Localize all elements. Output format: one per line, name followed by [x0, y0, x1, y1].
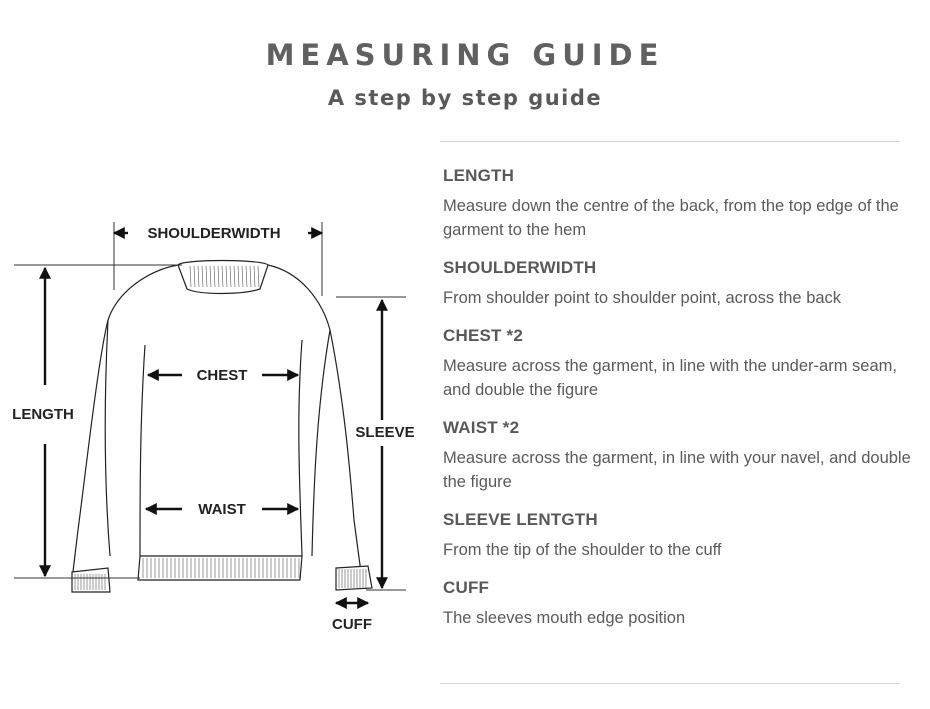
- section-heading: CHEST *2: [443, 326, 524, 345]
- guide-section-sleeve: [443, 510, 913, 562]
- page-subtitle: A step by step guide: [327, 86, 603, 110]
- guide-section-shoulder-width: [443, 258, 913, 310]
- guide-section-waist: [443, 418, 913, 494]
- label-shoulder-width: SHOULDERWIDTH: [147, 225, 281, 242]
- sweater-outline: [72, 261, 372, 593]
- section-text: From the tip of the shoulder to the cuff: [443, 541, 722, 559]
- section-heading: WAIST *2: [443, 418, 520, 437]
- guide-section-length: [443, 166, 913, 242]
- sweater-diagram: [0, 0, 430, 709]
- measurement-guide: [443, 166, 913, 646]
- guide-section-cuff: [443, 578, 913, 630]
- section-heading: SLEEVE LENTGTH: [443, 510, 598, 529]
- label-sleeve: SLEEVE: [355, 424, 415, 441]
- label-chest: CHEST: [196, 367, 248, 384]
- section-text: The sleeves mouth edge position: [443, 609, 686, 627]
- section-text: Measure down the centre of the back, from the top edge of the garment to the hem: [443, 197, 899, 239]
- section-text: Measure across the garment, in line with the under-arm seam, and double the figure: [443, 357, 897, 399]
- divider-top: [440, 141, 900, 142]
- divider-bottom: [440, 683, 900, 684]
- ribbing: [75, 266, 366, 590]
- label-waist: WAIST: [198, 501, 246, 518]
- section-heading: CUFF: [443, 578, 490, 597]
- guide-section-chest: [443, 326, 913, 402]
- label-cuff: CUFF: [332, 616, 372, 633]
- page-title: MEASURING GUIDE: [265, 38, 665, 72]
- section-text: From shoulder point to shoulder point, across the back: [443, 289, 842, 307]
- section-heading: SHOULDERWIDTH: [443, 258, 597, 277]
- section-heading: LENGTH: [443, 166, 515, 185]
- section-text: Measure across the garment, in line with your navel, and double the figure: [443, 449, 911, 491]
- label-length: LENGTH: [12, 406, 74, 423]
